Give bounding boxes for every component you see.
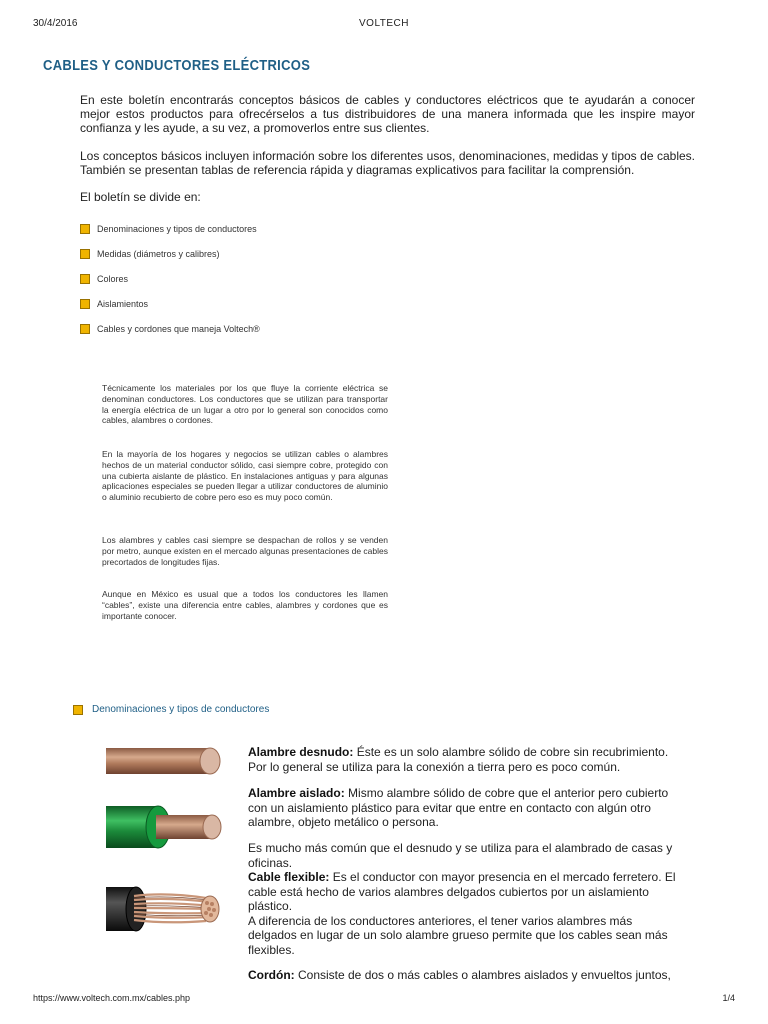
flexible-cable-image [106,884,224,934]
insulated-wire-image [106,804,224,850]
definition-bare-wire: Alambre desnudo: Éste es un solo alambre sólido de cobre sin recubrimiento. Por lo general se utiliza para la conexión a tierra pero es poco común. [248,745,669,774]
square-bullet-icon [80,249,90,259]
intro-paragraph-1: En este boletín encontrarás conceptos básicos de cables y conductores eléctricos que te ayudarán a conocer mejor estos productos para ofrecérselos a tus distribuidores de una manera informada que les inspire mayor confianza y les ayude, a su vez, a promoverlos entre sus clientes. [80,93,695,135]
list-item[interactable]: Medidas (diámetros y calibres) [80,241,260,266]
section-heading: Denominaciones y tipos de conductores [73,704,269,715]
explanation-paragraph-4: Aunque en México es usual que a todos los conductores les llamen “cables”, existe una diferencia entre cables, alambres y cordones que es importante conocer. [102,589,388,621]
list-item[interactable]: Colores [80,266,260,291]
square-bullet-icon [80,274,90,284]
square-bullet-icon [80,224,90,234]
page-title: CABLES Y CONDUCTORES ELÉCTRICOS [43,56,311,74]
list-item[interactable]: Denominaciones y tipos de conductores [80,216,260,241]
explanation-paragraph-3: Los alambres y cables casi siempre se despachan de rollos y se venden por metro, aunque existen en el mercado algunas presentaciones de cables precortados de longitudes fijas. [102,535,388,567]
bare-copper-wire-image [106,744,222,778]
list-item[interactable]: Aislamientos [80,291,260,316]
print-date: 30/4/2016 [33,18,78,29]
intro-paragraph-3: El boletín se divide en: [80,190,201,204]
square-bullet-icon [73,705,83,715]
list-item[interactable]: Cables y cordones que maneja Voltech® [80,316,260,341]
page-number: 1/4 [722,993,735,1003]
square-bullet-icon [80,324,90,334]
explanation-paragraph-2: En la mayoría de los hogares y negocios se utilizan cables o alambres hechos de un material conductor sólido, casi siempre cobre, protegido con una cubierta aislante de plástico. En instalaciones antiguas y para algunas aplicaciones especiales se pueden llegar a utilizar conductores de aluminio o aluminio recubierto de cobre pero eso es muy poco común. [102,449,388,503]
print-site-title: VOLTECH [359,18,409,29]
definition-insulated-wire-note: Es mucho más común que el desnudo y se utiliza para el alambrado de casas y oficinas. [248,841,673,870]
square-bullet-icon [80,299,90,309]
bulletin-contents-list [80,216,260,341]
definition-flexible-cable: Cable flexible: Es el conductor con mayor presencia en el mercado ferretero. El cable está hecho de varios alambres delgados cubiertos por un aislamiento plástico. A diferencia de los conductores anteriores, el tener varios alambres más delgados en lugar de un solo alambre grueso permite que los cables sean más flexibles. [248,870,676,957]
print-url: https://www.voltech.com.mx/cables.php [33,993,191,1003]
definition-insulated-wire: Alambre aislado: Mismo alambre sólido de cobre que el anterior pero cubierto con un aislamiento plástico para evitar que entre en contacto con algún otro alambre, objeto metálico o persona. [248,786,669,829]
definition-cord: Cordón: Consiste de dos o más cables o alambres aislados y envueltos juntos, [248,968,671,982]
intro-paragraph-2: Los conceptos básicos incluyen información sobre los diferentes usos, denominaciones, medidas y tipos de cables. También se presentan tablas de referencia rápida y diagramas explicativos para facilitar la comprensión. [80,149,695,177]
explanation-paragraph-1: Técnicamente los materiales por los que fluye la corriente eléctrica se denominan conductores. Los conductores que se utilizan para transportar la energía eléctrica de un lugar a otro por lo general son conocidos como cables, alambres o cordones. [102,383,388,426]
